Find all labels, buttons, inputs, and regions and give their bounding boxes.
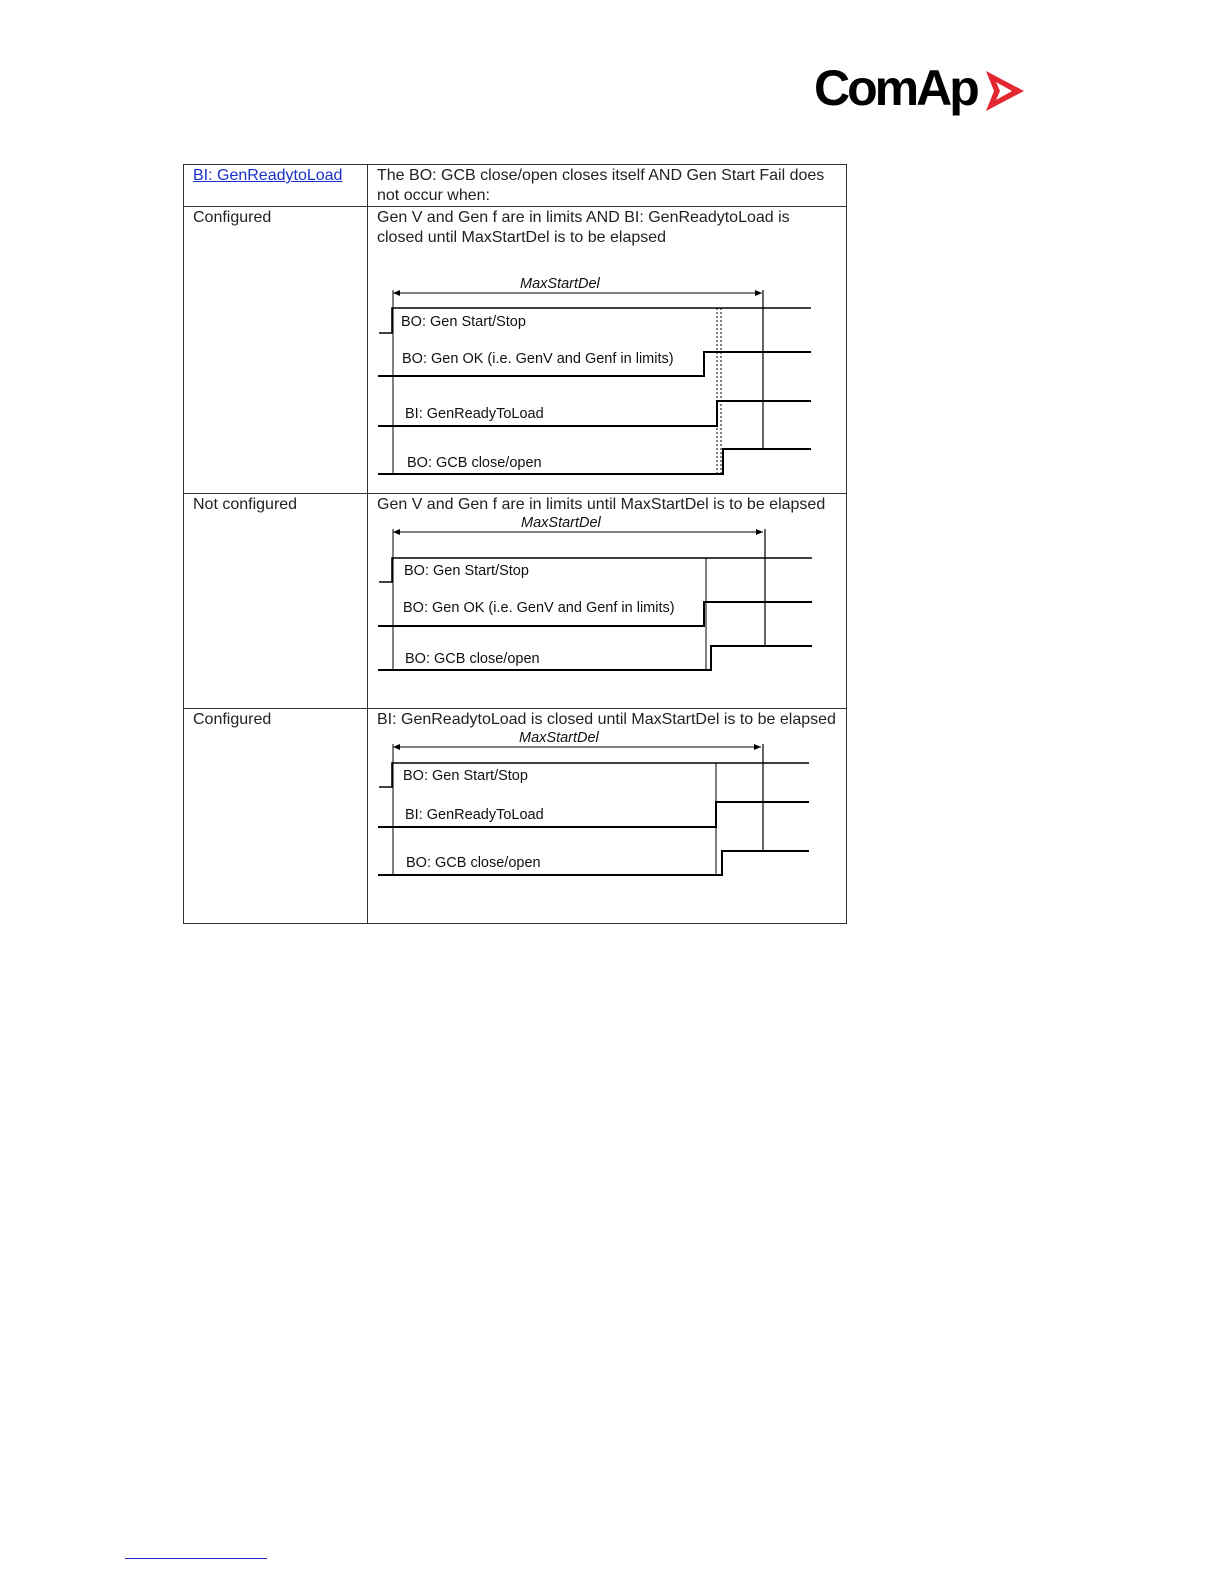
row-description: Gen V and Gen f are in limits until MaxStartDel is to be elapsed (377, 496, 826, 513)
signal-label: BO: GCB close/open (405, 651, 540, 667)
timing-diagram (376, 515, 816, 685)
header-description: The BO: GCB close/open closes itself AND Gen Start Fail does not occur when: (377, 167, 825, 204)
row-description: Gen V and Gen f are in limits AND BI: GenReadytoLoad is closed until MaxStartDel is to be elapsed (377, 209, 790, 246)
table-row (184, 207, 847, 494)
row-condition: Not configured (193, 496, 298, 513)
footer-rule (125, 1558, 267, 1559)
dimension-label: MaxStartDel (521, 515, 601, 531)
signal-label: BO: Gen OK (i.e. GenV and Genf in limits) (403, 600, 675, 616)
dimension-label: MaxStartDel (519, 730, 599, 746)
timing-diagram (376, 730, 816, 900)
row-condition: Configured (193, 711, 272, 728)
signal-label: BO: Gen Start/Stop (401, 314, 526, 330)
table-row (184, 709, 847, 924)
row-condition: Configured (193, 209, 272, 226)
row-description: BI: GenReadytoLoad is closed until MaxStartDel is to be elapsed (377, 711, 836, 728)
table-row (184, 494, 847, 709)
logo-arrow-icon (984, 69, 1026, 113)
comap-logo (814, 60, 1028, 116)
signal-label: BO: GCB close/open (407, 455, 542, 471)
table-header-row (184, 165, 847, 207)
genreadytoload-link[interactable]: BI: GenReadytoLoad (193, 167, 343, 184)
signal-label: BO: Gen Start/Stop (404, 563, 529, 579)
signal-label: BO: Gen Start/Stop (403, 768, 528, 784)
signal-label: BO: Gen OK (i.e. GenV and Genf in limits) (402, 351, 674, 367)
timing-diagram (376, 248, 816, 478)
logo-text: ComAp (814, 60, 977, 116)
dimension-label: MaxStartDel (520, 276, 600, 292)
signal-label: BO: GCB close/open (406, 855, 541, 871)
signal-label: BI: GenReadyToLoad (405, 406, 544, 422)
signal-table (183, 164, 847, 924)
signal-label: BI: GenReadyToLoad (405, 807, 544, 823)
